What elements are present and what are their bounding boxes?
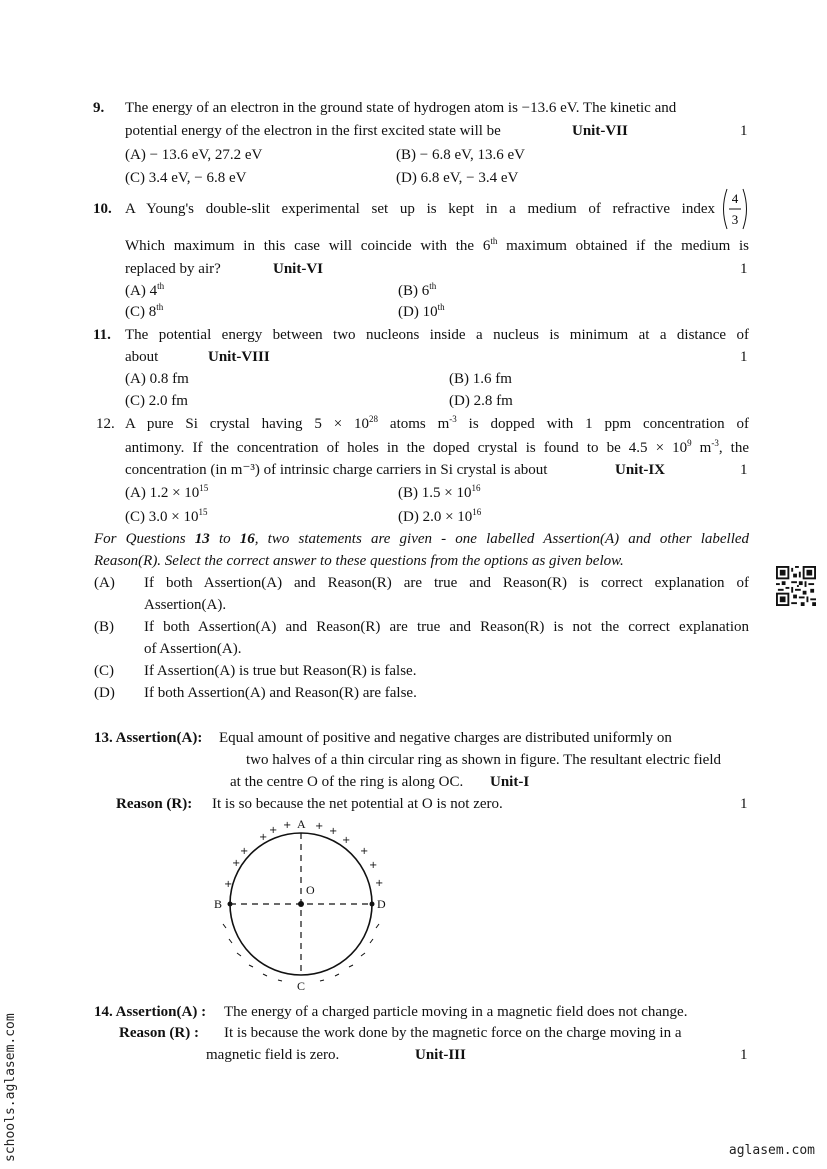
instructions-line1: For Questions 13 to 16, two statements are given - one labelled Assertion(A) and other labelled [94,531,750,547]
label-c: C [297,979,306,992]
svg-text:+: + [315,821,324,832]
footer-watermark: aglasem.com [728,1143,815,1158]
q11-marks: 1 [740,349,748,365]
charged-ring-figure [200,812,400,992]
ar-option-a-line1: If both Assertion(A) and Reason(R) are true and Reason(R) is correct explanation of [144,575,749,591]
label-d: D [377,897,386,911]
q11-text-line1: The potential energy between two nucleons inside a nucleus is minimum at a distance of [125,327,749,343]
q9-option-b: (B) − 6.8 eV, 13.6 eV [396,147,526,163]
label-b: B [214,897,223,911]
q14-reason-line2: magnetic field is zero. [206,1047,340,1063]
svg-text:+: + [369,860,378,871]
svg-text:+: + [269,825,278,836]
q14-reason-heading: Reason (R) : [119,1025,199,1041]
svg-text:+: + [360,846,369,857]
q9-option-d: (D) 6.8 eV, − 3.4 eV [396,170,519,186]
q11-number: 11. [93,327,111,343]
refractive-index-fraction [719,186,751,232]
q10-unit: Unit-VI [273,261,324,277]
label-a: A [297,817,306,831]
q10-text-line2: Which maximum in this case will coincide with the 6th maximum obtained if the medium is [125,236,749,254]
point-d-dot [370,902,375,907]
q13-reason-heading: Reason (R): [116,796,193,812]
q13-assertion-line3: at the centre O of the ring is along OC. [230,774,464,790]
ar-option-b-line2: of Assertion(A). [144,641,242,657]
qr-code-image [776,566,816,606]
q12-number: 12. [96,416,115,432]
ar-option-a-line2: Assertion(A). [144,597,227,613]
q10-text-line3: replaced by air? [125,261,221,277]
svg-text:+: + [240,846,249,857]
q12-marks: 1 [740,462,748,478]
q9-unit: Unit-VII [572,123,628,139]
point-b-dot [228,902,233,907]
q9-option-a: (A) − 13.6 eV, 27.2 eV [125,147,263,163]
ar-option-d-line1: If both Assertion(A) and Reason(R) are false. [144,685,417,701]
ar-option-d-label: (D) [94,685,115,701]
ar-option-b-label: (B) [94,619,114,635]
centre-point [298,901,304,907]
instructions-line2: Reason(R). Select the correct answer to these questions from the options as given below. [94,553,624,569]
q10-number: 10. [93,201,112,217]
q12-option-b: (B) $1.5 \times 10^{16}$ [398,483,481,501]
q11-option-c: (C) 2.0 fm [125,393,188,409]
q13-assertion-line1: Equal amount of positive and negative charges are distributed uniformly on [219,730,672,746]
side-watermark: schools.aglasem.com [3,1013,18,1162]
q10-option-a: (A) 4th [125,281,165,299]
q11-option-a: (A) 0.8 fm [125,371,189,387]
q12-text-line1: A pure Si crystal having $5 \times 10^{28}$ atoms $m^{-3}$ is dopped with 1 ppm concentration of [125,414,750,432]
q12-text-line3: concentration (in m⁻³) of intrinsic charge carriers in Si crystal is about [125,462,548,478]
q11-unit: Unit-VIII [208,349,270,365]
fraction-numerator: 4 [731,191,739,206]
q10-marks: 1 [740,261,748,277]
svg-text:+: + [375,878,384,889]
svg-text:+: + [232,858,241,869]
q10-option-d: (D) 10th [398,302,445,320]
q14-unit: Unit-III [415,1047,466,1063]
q11-option-d: (D) 2.8 fm [449,393,513,409]
svg-text:+: + [329,826,338,837]
q9-option-c: (C) 3.4 eV, − 6.8 eV [125,170,247,186]
svg-text:+: + [342,835,351,846]
q12-unit: Unit-IX [615,462,666,478]
q9-number: 9. [93,100,105,116]
q13-assertion-line2: two halves of a thin circular ring as shown in figure. The resultant electric field [246,752,721,768]
svg-text:+: + [224,879,233,890]
q10-text-line1: A Young's double-slit experimental set up is kept in a medium of refractive index [125,201,715,217]
q12-option-a: (A) $1.2 \times 10^{15}$ [125,483,209,501]
q14-reason-line1: It is because the work done by the magnetic force on the charge moving in a [224,1025,682,1041]
ar-option-c-line1: If Assertion(A) is true but Reason(R) is false. [144,663,417,679]
ar-option-b-line1: If both Assertion(A) and Reason(R) are true and Reason(R) is not the correct explanation [144,619,749,635]
q11-text-line2: about [125,349,159,365]
label-o: O [306,883,315,897]
q9-text-line2: potential energy of the electron in the first excited state will be [125,123,501,139]
q9-marks: 1 [740,123,748,139]
q10-option-b: (B) 6th [398,281,437,299]
q13-unit: Unit-I [490,774,530,790]
q14-assertion-line1: The energy of a charged particle moving in a magnetic field does not change. [224,1004,688,1020]
ar-option-c-label: (C) [94,663,114,679]
q13-marks: 1 [740,796,748,812]
fraction-denominator: 3 [731,212,739,227]
q13-assertion-heading: 13. Assertion(A): [94,730,203,746]
q12-option-d: (D) $2.0 \times 10^{16}$ [398,507,482,525]
q13-reason-line1: It is so because the net potential at O is not zero. [212,796,503,812]
q14-assertion-heading: 14. Assertion(A) : [94,1004,207,1020]
q14-marks: 1 [740,1047,748,1063]
svg-text:+: + [283,820,292,831]
q9-text-line1: The energy of an electron in the ground state of hydrogen atom is −13.6 eV. The kinetic and [125,100,677,116]
q12-option-c: (C) $3.0 \times 10^{15}$ [125,507,208,525]
ar-option-a-label: (A) [94,575,115,591]
svg-text:+: + [259,832,268,843]
q11-option-b: (B) 1.6 fm [449,371,512,387]
q10-option-c: (C) 8th [125,302,164,320]
q12-text-line2: antimony. If the concentration of holes in the doped crystal is found to be $4.5 \times 10^9$ $m^{-3}$, the [125,438,749,456]
